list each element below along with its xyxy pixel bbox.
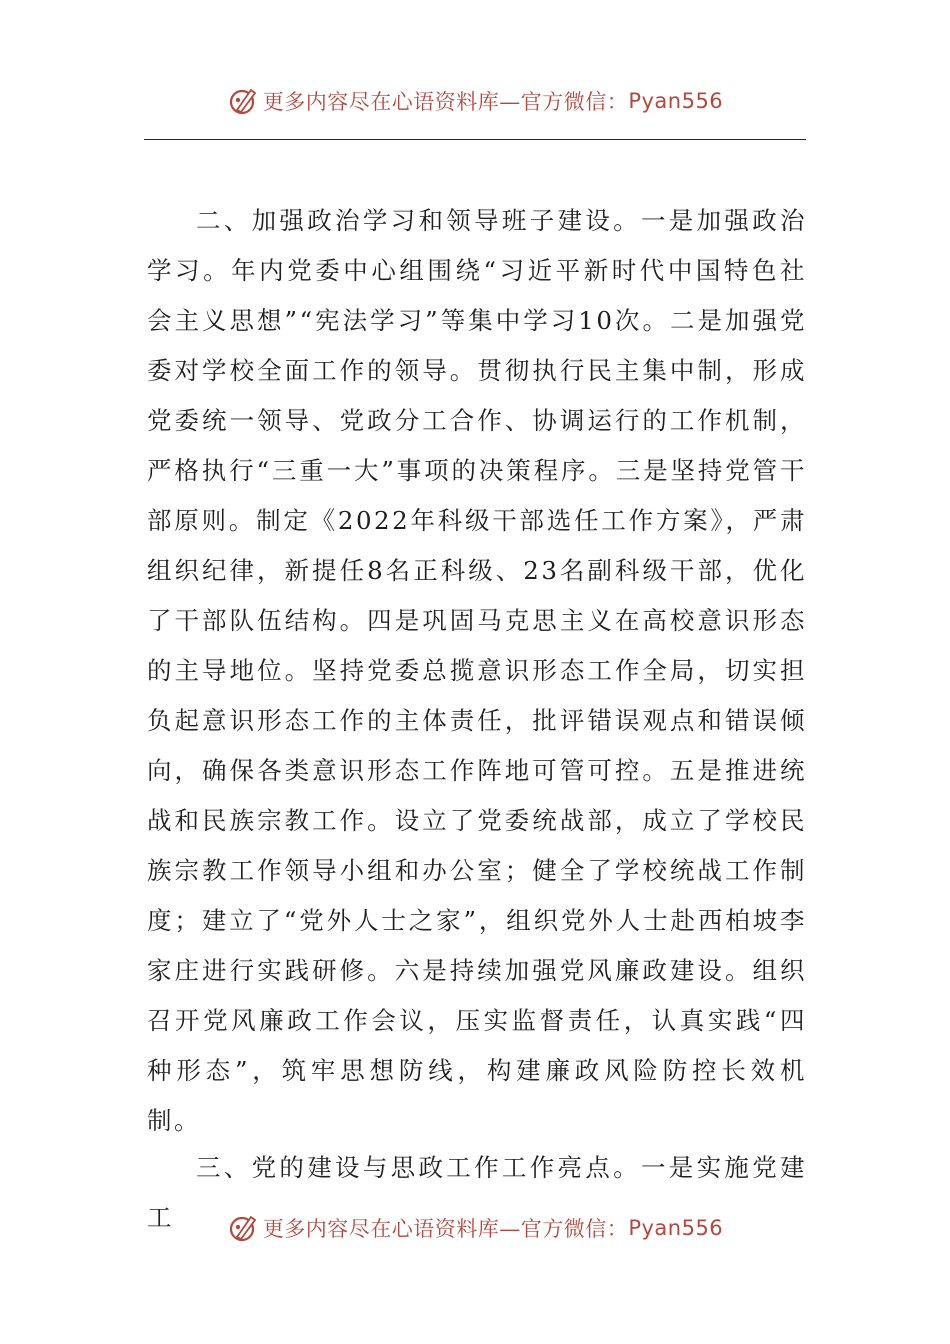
header-banner bbox=[0, 84, 950, 118]
footer-banner-text: 更多内容尽在心语资料库—官方微信： bbox=[262, 1217, 629, 1241]
footer-banner bbox=[0, 1211, 950, 1245]
footer-wechat-id: Pyan556 bbox=[628, 1216, 724, 1240]
header-banner-text: 更多内容尽在心语资料库—官方微信： bbox=[262, 90, 629, 114]
body-paragraph-2: 三、党的建设与思政工作工作亮点。一是实施党建工 bbox=[147, 1153, 807, 1232]
header-wechat-id: Pyan556 bbox=[628, 89, 724, 113]
header-divider bbox=[144, 139, 806, 140]
pen-logo-icon bbox=[227, 1211, 261, 1245]
body-paragraph-1: 二、加强政治学习和领导班子建设。一是加强政治学习。年内党委中心组围绕“习近平新时代中国特色社会主义思想”“宪法学习”等集中学习10次。二是加强党委对学校全面工作的领导。贯彻执行民主集中制，形成党委统一领导、党政分工合作、协调运行的工作机制，严格执行“三重一大”事项的决策程序。三是坚持党管干部原则。制定《2022年科级干部选任工作方案》，严肃组织纪律，新提任8名正科级、23名副科级干部，优化了干部队伍结构。四是巩固马克思主义在高校意识形态的主导地位。坚持党委总揽意识形态工作全局，切实担负起意识形态工作的主体责任，批评错误观点和错误倾向，确保各类意识形态工作阵地可管可控。五是推进统战和民族宗教工作。设立了党委统战部，成立了学校民族宗教工作领导小组和办公室；健全了学校统战工作制度；建立了“党外人士之家”，组织党外人士赴西柏坡李家庄进行实践研修。六是持续加强党风廉政建设。组织召开党风廉政工作会议，压实监督责任，认真实践“四种形态”，筑牢思想防线，构建廉政风险防控长效机制。 bbox=[147, 206, 807, 1135]
pen-logo-icon bbox=[227, 84, 261, 118]
